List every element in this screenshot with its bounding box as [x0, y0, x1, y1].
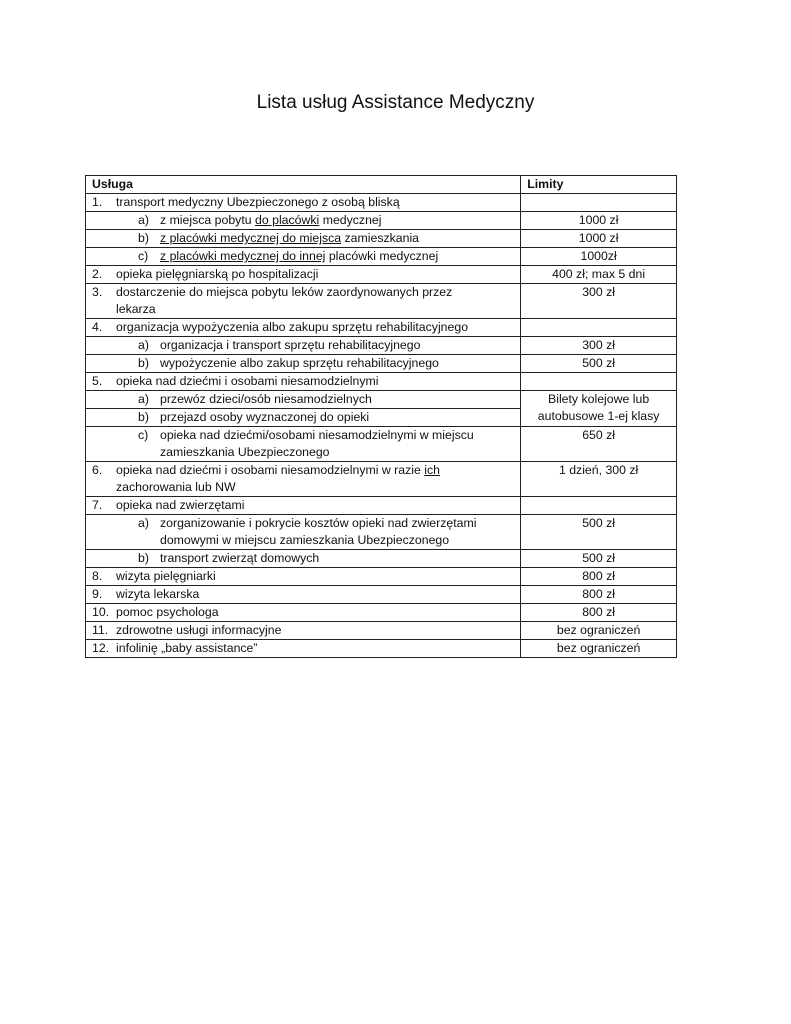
limit-cell: [521, 194, 677, 212]
table-header-row: [86, 176, 677, 194]
table-row: [86, 568, 677, 586]
sub-item-letter: b): [138, 410, 149, 424]
table-row: [86, 622, 677, 640]
limit-cell: 1000zł: [521, 248, 677, 266]
sub-item-letter: a): [138, 516, 149, 530]
service-text: opieka nad zwierzętami: [116, 498, 245, 512]
table-row: [86, 355, 677, 373]
document-title: Lista usług Assistance Medyczny: [256, 92, 535, 113]
limit-cell: bez ograniczeń: [521, 640, 677, 658]
sub-item-letter: b): [138, 551, 149, 565]
limit-cell: [521, 497, 677, 515]
item-number: 2.: [92, 267, 103, 281]
item-number: 8.: [92, 569, 103, 583]
table-row: [86, 230, 677, 248]
service-text: organizacja i transport sprzętu rehabilitacyjnego: [160, 338, 421, 352]
table-row: [86, 194, 677, 212]
item-number: 11.: [92, 623, 109, 637]
limit-cell: 800 zł: [521, 568, 677, 586]
limit-cell: 300 zł: [521, 284, 677, 319]
service-text: organizacja wypożyczenia albo zakupu sprzętu rehabilitacyjnego: [116, 320, 469, 334]
table-row: [86, 373, 677, 391]
table-row: [86, 515, 677, 550]
limit-cell: [521, 373, 677, 391]
table-row: [86, 337, 677, 355]
table-row: [86, 640, 677, 658]
item-number: 1.: [92, 195, 103, 209]
limit-cell: bez ograniczeń: [521, 622, 677, 640]
limit-cell: 500 zł: [521, 355, 677, 373]
item-number: 10.: [92, 605, 110, 619]
service-text: opieka pielęgniarską po hospitalizacji: [116, 267, 319, 281]
service-text: z miejsca pobytu do placówki medycznej: [160, 213, 382, 227]
sub-item-letter: c): [138, 249, 149, 263]
table-row: [86, 248, 677, 266]
sub-item-letter: b): [138, 231, 149, 245]
sub-item-letter: a): [138, 338, 149, 352]
sub-item-letter: c): [138, 428, 149, 442]
table-row: [86, 427, 677, 462]
services-table: [85, 175, 677, 658]
sub-item-letter: a): [138, 392, 149, 406]
service-text: transport zwierząt domowych: [160, 551, 320, 565]
table-row: [86, 462, 677, 497]
item-number: 5.: [92, 374, 103, 388]
limit-cell: 400 zł; max 5 dni: [521, 266, 677, 284]
limit-cell: [521, 319, 677, 337]
item-number: 12.: [92, 641, 110, 655]
sub-item-letter: b): [138, 356, 149, 370]
table-row: [86, 550, 677, 568]
sub-item-letter: a): [138, 213, 149, 227]
service-text: wypożyczenie albo zakup sprzętu rehabilitacyjnego: [160, 356, 439, 370]
limit-cell: 1000 zł: [521, 230, 677, 248]
service-text: opieka nad dziećmi i osobami niesamodzielnymi w razie ich zachorowania lub NW: [116, 463, 440, 494]
item-number: 3.: [92, 285, 103, 299]
limit-cell: 500 zł: [521, 550, 677, 568]
item-number: 9.: [92, 587, 103, 601]
table-row: [86, 319, 677, 337]
service-text: infolinię „baby assistance”: [116, 641, 258, 655]
item-number: 7.: [92, 498, 103, 512]
limit-cell: 650 zł: [521, 427, 677, 462]
limit-cell: 1000 zł: [521, 212, 677, 230]
limit-cell: Bilety kolejowe lub autobusowe 1-ej klasy: [521, 391, 677, 427]
table-row: [86, 497, 677, 515]
service-text: transport medyczny Ubezpieczonego z osobą bliską: [116, 195, 400, 209]
service-text: z placówki medycznej do innej placówki medycznej: [160, 249, 439, 263]
table-row: [86, 586, 677, 604]
limit-cell: 1 dzień, 300 zł: [521, 462, 677, 497]
service-text: zdrowotne usługi informacyjne: [116, 623, 282, 637]
header-service: Usługa: [86, 176, 521, 194]
table-row: [86, 284, 677, 319]
service-text: wizyta lekarska: [116, 587, 200, 601]
service-text: dostarczenie do miejsca pobytu leków zaordynowanych przez lekarza: [116, 285, 453, 316]
limit-cell: 300 zł: [521, 337, 677, 355]
service-text: wizyta pielęgniarki: [116, 569, 216, 583]
service-text: opieka nad dziećmi/osobami niesamodzielnymi w miejscu zamieszkania Ubezpieczonego: [160, 428, 474, 459]
service-text: pomoc psychologa: [116, 605, 219, 619]
service-text: przewóz dzieci/osób niesamodzielnych: [160, 392, 372, 406]
service-text: z placówki medycznej do miejsca zamieszkania: [160, 231, 420, 245]
item-number: 6.: [92, 463, 103, 477]
service-text: opieka nad dziećmi i osobami niesamodzielnymi: [116, 374, 379, 388]
header-limit: Limity: [521, 176, 677, 194]
limit-cell: 800 zł: [521, 586, 677, 604]
item-number: 4.: [92, 320, 103, 334]
service-text: przejazd osoby wyznaczonej do opieki: [160, 410, 370, 424]
table-row: [86, 604, 677, 622]
limit-cell: 500 zł: [521, 515, 677, 550]
table-row: [86, 391, 677, 409]
limit-cell: 800 zł: [521, 604, 677, 622]
service-text: zorganizowanie i pokrycie kosztów opieki nad zwierzętami domowymi w miejscu zamieszkania Ubezpieczonego: [160, 516, 477, 547]
table-row: [86, 212, 677, 230]
table-row: [86, 266, 677, 284]
